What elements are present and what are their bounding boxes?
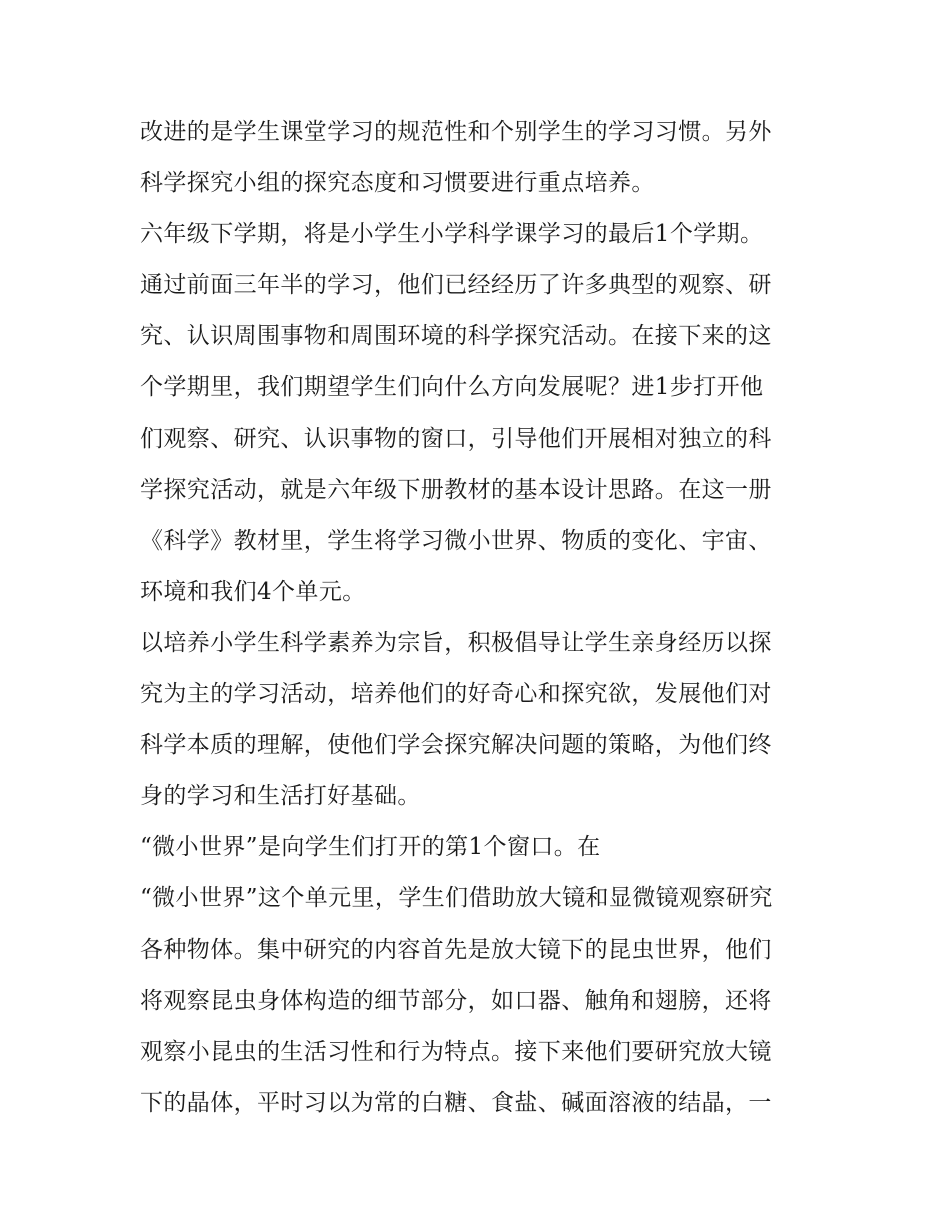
text-line: 通过前面三年半的学习，他们已经经历了许多典型的观察、研 bbox=[140, 272, 772, 299]
text-line: 环境和我们4个单元。 bbox=[140, 578, 366, 605]
text-line: 下的晶体，平时习以为常的白糖、食盐、碱面溶液的结晶，一 bbox=[140, 1089, 772, 1116]
text-line: 以培养小学生科学素养为宗旨，积极倡导让学生亲身经历以探 bbox=[140, 629, 772, 656]
document-body bbox=[140, 107, 820, 1129]
text-line: 将观察昆虫身体构造的细节部分，如口器、触角和翅膀，还将 bbox=[140, 987, 772, 1014]
text-line: 们观察、研究、认识事物的窗口，引导他们开展相对独立的科 bbox=[140, 425, 772, 452]
text-line: 《科学》教材里，学生将学习微小世界、物质的变化、宇宙、 bbox=[140, 527, 772, 554]
text-line: 六年级下学期，将是小学生小学科学课学习的最后1个学期。 bbox=[140, 221, 764, 248]
text-line: 科学探究小组的探究态度和习惯要进行重点培养。 bbox=[140, 170, 655, 197]
text-line: “微小世界”是向学生们打开的第1个窗口。在 bbox=[140, 834, 601, 861]
text-line: 身的学习和生活打好基础。 bbox=[140, 783, 421, 810]
text-line: 各种物体。集中研究的内容首先是放大镜下的昆虫世界，他们 bbox=[140, 936, 772, 963]
text-line: 观察小昆虫的生活习性和行为特点。接下来他们要研究放大镜 bbox=[140, 1038, 772, 1065]
text-line: 究、认识周围事物和周围环境的科学探究活动。在接下来的这 bbox=[140, 323, 772, 350]
text-line: 究为主的学习活动，培养他们的好奇心和探究欲，发展他们对 bbox=[140, 681, 772, 708]
text-line: 学探究活动，就是六年级下册教材的基本设计思路。在这一册 bbox=[140, 476, 772, 503]
text-line: “微小世界”这个单元里，学生们借助放大镜和显微镜观察研究 bbox=[140, 885, 773, 912]
text-line: 科学本质的理解，使他们学会探究解决问题的策略，为他们终 bbox=[140, 732, 772, 759]
text-line: 改进的是学生课堂学习的规范性和个别学生的学习习惯。另外 bbox=[140, 119, 772, 145]
text-line: 个学期里，我们期望学生们向什么方向发展呢？进1步打开他 bbox=[140, 374, 764, 401]
